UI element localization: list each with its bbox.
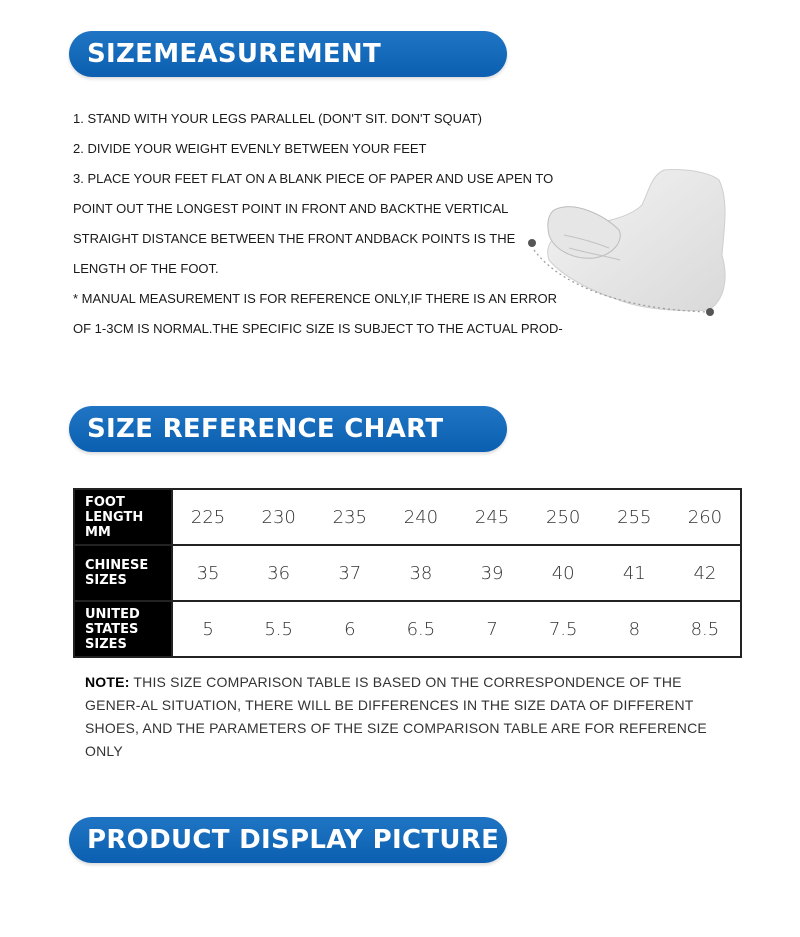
table-cell: 230 xyxy=(243,489,314,545)
table-cell: 36 xyxy=(243,545,314,601)
table-cell: 42 xyxy=(670,545,741,601)
measurement-instructions xyxy=(73,104,563,344)
table-row xyxy=(74,601,741,657)
size-reference-table xyxy=(73,488,742,658)
table-cell: 5 xyxy=(172,601,243,657)
table-cell: 245 xyxy=(457,489,528,545)
table-cell: 250 xyxy=(528,489,599,545)
row-header-line: CHINESE xyxy=(85,558,149,573)
table-cell: 7.5 xyxy=(528,601,599,657)
table-cell: 5.5 xyxy=(243,601,314,657)
table-cell: 260 xyxy=(670,489,741,545)
row-header-line: MM xyxy=(85,524,111,540)
row-header-line: LENGTH xyxy=(85,509,144,525)
product-display-banner xyxy=(69,817,507,863)
row-header-line: STATES xyxy=(85,621,139,637)
size-note xyxy=(85,671,725,763)
product-display-title: PRODUCT DISPLAY PICTURE xyxy=(87,825,500,855)
note-label: NOTE: xyxy=(85,674,130,690)
table-cell: 41 xyxy=(599,545,670,601)
table-cell: 37 xyxy=(314,545,385,601)
table-cell: 40 xyxy=(528,545,599,601)
instruction-line: OF 1-3CM IS NORMAL.THE SPECIFIC SIZE IS SUBJECT TO THE ACTUAL PROD- xyxy=(73,321,563,336)
instruction-line: 1. STAND WITH YOUR LEGS PARALLEL (DON'T SIT. DON'T SQUAT) xyxy=(73,111,482,126)
row-header xyxy=(74,601,172,657)
row-header-line: SIZES xyxy=(85,636,127,652)
table-cell: 255 xyxy=(599,489,670,545)
row-header xyxy=(74,545,172,601)
table-row xyxy=(74,545,741,601)
measurement-method-title: SIZEMEASUREMENT METHOD xyxy=(87,39,382,115)
instruction-line: STRAIGHT DISTANCE BETWEEN THE FRONT ANDBACK POINTS IS THE xyxy=(73,231,516,246)
instruction-line: POINT OUT THE LONGEST POINT IN FRONT AND BACKTHE VERTICAL xyxy=(73,201,509,216)
row-header-line: SIZES xyxy=(85,573,127,588)
table-cell: 8.5 xyxy=(670,601,741,657)
measurement-method-banner xyxy=(69,31,507,115)
instruction-line: 3. PLACE YOUR FEET FLAT ON A BLANK PIECE OF PAPER AND USE APEN TO xyxy=(73,171,554,186)
size-chart-banner xyxy=(69,406,507,452)
table-cell: 6.5 xyxy=(385,601,456,657)
table-row xyxy=(74,489,741,545)
table-cell: 225 xyxy=(172,489,243,545)
instruction-line: LENGTH OF THE FOOT. xyxy=(73,261,219,276)
instruction-line: 2. DIVIDE YOUR WEIGHT EVENLY BETWEEN YOUR FEET xyxy=(73,141,427,156)
row-header-line: FOOT xyxy=(85,494,125,510)
table-cell: 35 xyxy=(172,545,243,601)
table-cell: 235 xyxy=(314,489,385,545)
note-text: THIS SIZE COMPARISON TABLE IS BASED ON THE CORRESPONDENCE OF THE GENER-AL SITUATION, THERE WILL BE DIFFERENCES IN THE SIZE DATA OF DIFFERENT SHOES, AND THE PARAMETERS OF THE SIZE COMPARISON TABLE ARE FOR REFERENCE ONLY xyxy=(85,674,707,759)
table-cell: 38 xyxy=(385,545,456,601)
row-header-line: UNITED xyxy=(85,606,140,622)
table-cell: 8 xyxy=(599,601,670,657)
table-cell: 7 xyxy=(457,601,528,657)
instruction-line: * MANUAL MEASUREMENT IS FOR REFERENCE ONLY,IF THERE IS AN ERROR xyxy=(73,291,557,306)
size-chart-title: SIZE REFERENCE CHART xyxy=(87,414,444,444)
row-header xyxy=(74,489,172,545)
table-cell: 6 xyxy=(314,601,385,657)
foot-measurement-illustration xyxy=(524,160,744,330)
table-cell: 240 xyxy=(385,489,456,545)
table-cell: 39 xyxy=(457,545,528,601)
